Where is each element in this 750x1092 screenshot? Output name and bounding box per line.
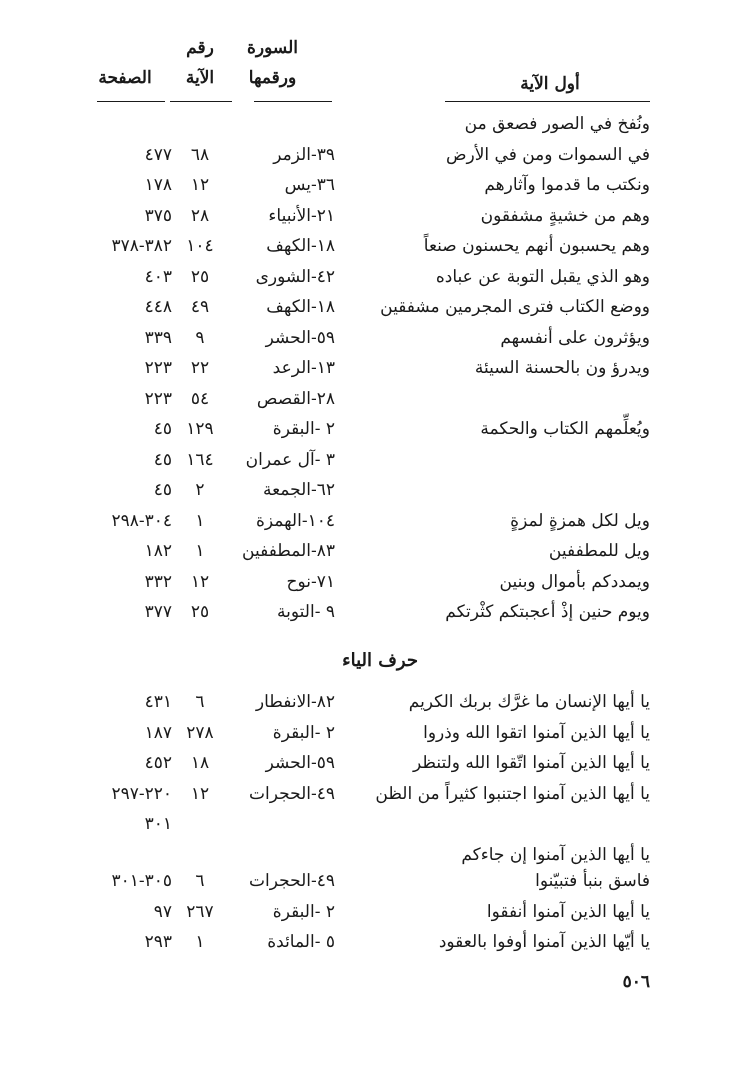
page-ref: ١٨٧: [144, 722, 172, 743]
surah-name: ٥ -المائدة: [267, 932, 335, 952]
page-ref: ٣٧٧: [144, 602, 172, 622]
ayah-text: يا أيها الذين آمنوا اتقوا الله وذروا: [423, 722, 650, 743]
ayah-text: يا أيها الذين آمنوا أنفقوا: [486, 901, 650, 922]
ayah-text: يا أيّها الذين آمنوا أوفوا بالعقود: [438, 932, 650, 952]
table-row: [0, 476, 750, 504]
ayah-number: ٢٨: [190, 205, 210, 226]
ayah-number: ١: [195, 510, 205, 531]
ayah-number: ٦٨: [190, 144, 210, 165]
table-row: [0, 867, 750, 895]
page-number: ٥٠٦: [622, 972, 650, 992]
ayah-text: ويوم حنين إذْ أعجبتكم كثْرتكم: [445, 602, 650, 622]
ayah-text: ويل للمطففين: [548, 541, 650, 561]
header-ayah-start: أول الآية: [520, 74, 580, 94]
ayah-number: ١٦٤: [186, 449, 214, 470]
table-row: [0, 110, 750, 138]
page-ref: ٢٢٣: [144, 358, 172, 378]
header-rule-num: [170, 101, 232, 102]
page-ref: ٩٧: [153, 901, 172, 922]
ayah-number: ١٨: [190, 753, 210, 773]
surah-name: ٨٢-الانفطار: [255, 692, 335, 712]
ayah-number: ٤٩: [190, 297, 210, 317]
table-row: [0, 141, 750, 169]
ayah-number: ٩: [195, 327, 205, 348]
ayah-text: يا أيها الإنسان ما غرَّك بربك الكريم: [408, 692, 650, 712]
ayah-text: في السموات ومن في الأرض: [445, 144, 650, 165]
page-ref: ٢٢٠-٢٩٧: [111, 783, 172, 804]
table-row: [0, 688, 750, 716]
header-page: الصفحة: [98, 68, 152, 88]
surah-name: ٧١-نوح: [286, 571, 335, 592]
table-row: [0, 537, 750, 565]
ayah-number: ٥٤: [190, 388, 210, 409]
surah-name: ١٨-الكهف: [266, 236, 335, 256]
ayah-number: ١٢: [190, 175, 210, 195]
surah-name: ٣٩-الزمر: [273, 144, 335, 165]
surah-name: ٢٨-القصص: [256, 388, 335, 409]
ayah-text: فاسق بنبأ فتبيّنوا: [535, 871, 650, 891]
surah-name: ١٠٤-الهمزة: [255, 510, 335, 531]
page-ref-continuation: ٣٠١: [144, 814, 172, 834]
table-row: [0, 928, 750, 956]
ayah-text: وهم من خشيةٍ مشفقون: [480, 205, 650, 226]
ayah-text: يا أيها الذين آمنوا اتّقوا الله ولتنظر: [413, 753, 650, 773]
table-row: [0, 263, 750, 291]
page-ref: ٤٠٣: [144, 266, 172, 287]
page-ref: ٣٠٤-٢٩٨: [111, 510, 172, 531]
surah-name: ٢ -البقرة: [272, 722, 335, 743]
surah-name: ٤٢-الشورى: [255, 266, 335, 287]
page-ref: ٣٣٩: [144, 327, 172, 348]
page-ref: ٤٥: [153, 449, 172, 470]
ayah-number: ١٢: [190, 571, 210, 592]
header-surah-line1: السورة: [247, 38, 298, 58]
ayah-start-line: يا أيها الذين آمنوا إن جاءكم: [461, 845, 650, 865]
table-row: [0, 415, 750, 443]
surah-name: ١٨-الكهف: [266, 297, 335, 317]
ayah-text: وهو الذي يقبل التوبة عن عباده: [435, 266, 650, 287]
ayah-number: ٢٥: [190, 602, 210, 622]
ayah-number: ٢٢: [190, 358, 210, 378]
surah-name: ١٣-الرعد: [272, 358, 335, 378]
ayah-text: ويدرؤ ون بالحسنة السيئة: [474, 358, 650, 378]
page-ref: ٢٩٣: [144, 932, 172, 952]
page-ref: ٣٧٥: [144, 205, 172, 226]
table-row: [0, 898, 750, 926]
table-row: [0, 568, 750, 596]
table-row: [0, 780, 750, 808]
table-row: [0, 232, 750, 260]
table-row: [0, 293, 750, 321]
surah-name: ٣٦-يس: [284, 175, 335, 195]
ayah-text: ويل لكل همزةٍ لمزةٍ: [510, 510, 650, 531]
ayah-text: يا أيها الذين آمنوا اجتنبوا كثيراً من الظن: [375, 783, 650, 804]
page-ref: ٣٣٢: [144, 571, 172, 592]
surah-name: ٥٩-الحشر: [265, 327, 335, 348]
ayah-text: ويُعلِّمهم الكتاب والحكمة: [480, 419, 650, 439]
surah-name: ٩ -التوبة: [277, 602, 335, 622]
header-rule-page: [97, 101, 165, 102]
ayah-number: ١٢٩: [186, 419, 214, 439]
ayah-number: ٢٧٨: [186, 722, 214, 743]
header-ayah-no-line2: الآية: [185, 68, 215, 88]
header-surah-line2: ورقمها: [248, 68, 297, 88]
table-row: [0, 385, 750, 413]
ayah-text: وهم يحسبون أنهم يحسنون صنعاً: [423, 236, 650, 256]
surah-name: ٥٩-الحشر: [265, 753, 335, 773]
page-ref: ١٨٢: [144, 541, 172, 561]
table-row: [0, 446, 750, 474]
surah-name: ٦٢-الجمعة: [262, 480, 335, 500]
header-rule-surah: [254, 101, 332, 102]
section-title: حرف الياء: [342, 650, 418, 671]
surah-name: ٣ -آل عمران: [245, 449, 335, 470]
page-ref: ٣٠٥-٣٠١: [111, 871, 172, 891]
ayah-number: ١٢: [190, 783, 210, 804]
page-ref: ٢٢٣: [144, 388, 172, 409]
ayah-number: ٢٥: [190, 266, 210, 287]
table-row: [0, 507, 750, 535]
surah-name: ٢ -البقرة: [272, 419, 335, 439]
table-row: [0, 324, 750, 352]
table-row: [0, 598, 750, 626]
surah-name: ٢ -البقرة: [272, 901, 335, 922]
page-ref: ٣٨٢-٣٧٨: [111, 236, 172, 256]
ayah-text: ويمددكم بأموال وبنين: [499, 571, 650, 592]
ayah-number: ١: [195, 932, 205, 952]
page-ref: ٤٥: [153, 419, 172, 439]
ayah-text: ويؤثرون على أنفسهم: [500, 327, 650, 348]
ayah-number: ١٠٤: [186, 236, 214, 256]
ayah-text: ونكتب ما قدموا وآثارهم: [484, 175, 650, 195]
page-ref: ٤٥٢: [144, 753, 172, 773]
page-ref: ٤٤٨: [144, 297, 172, 317]
table-row: [0, 354, 750, 382]
page-ref: ١٧٨: [144, 175, 172, 195]
table-row: [0, 171, 750, 199]
ayah-number: ١: [195, 541, 205, 561]
table-row: [0, 202, 750, 230]
surah-name: ٢١-الأنبياء: [268, 205, 335, 226]
surah-name: ٤٩-الحجرات: [249, 871, 335, 891]
table-row: [0, 719, 750, 747]
page-ref: ٤٧٧: [144, 144, 172, 165]
ayah-number: ٦: [195, 871, 205, 891]
page-ref: ٤٣١: [144, 692, 172, 712]
page-ref: ٤٥: [153, 480, 172, 500]
ayah-number: ٢٦٧: [186, 901, 214, 922]
ayah-text: ونُفخ في الصور فصعق من: [464, 114, 650, 134]
ayah-number: ٢: [195, 480, 205, 500]
header-ayah-no-line1: رقم: [186, 38, 214, 58]
table-row: [0, 749, 750, 777]
ayah-text: ووضع الكتاب فترى المجرمين مشفقين: [380, 297, 650, 317]
header-rule-ayah: [445, 101, 650, 102]
surah-name: ٤٩-الحجرات: [249, 783, 335, 804]
ayah-number: ٦: [195, 692, 205, 712]
surah-name: ٨٣-المطففين: [242, 541, 335, 561]
